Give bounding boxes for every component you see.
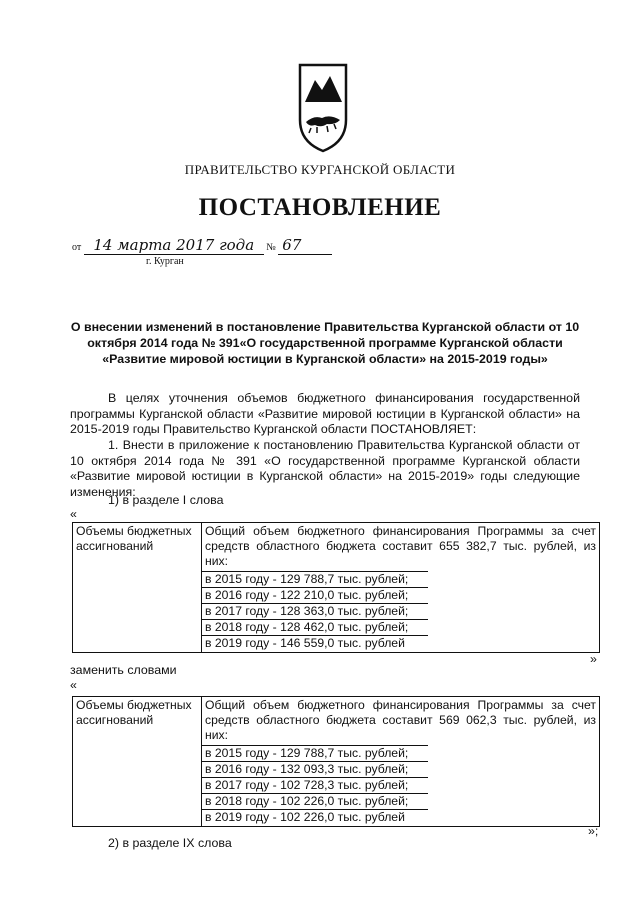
budget-year-row: в 2019 году - 146 559,0 тыс. рублей [202,635,428,651]
city: г. Курган [146,256,184,267]
subitem-2: 2) в разделе IX слова [108,836,232,850]
budget-value-cell [202,697,600,827]
quote-close-semicolon: »; [588,824,599,838]
budget-table-old [72,522,600,653]
number-field: 67 [278,236,332,255]
quote-open: « [70,507,77,521]
budget-value-cell [202,523,600,653]
budget-description: Общий объем бюджетного финансирования Программы за счет средств областного бюджета составит 655 382,7 тыс. рублей, из них: [205,524,596,569]
replace-with-text: заменить словами [70,663,177,677]
quote-open: « [70,678,77,692]
budget-year-row: в 2017 году - 128 363,0 тыс. рублей; [202,603,428,619]
number-prefix: № [266,242,276,253]
budget-label: Объемы бюджетных ассигнований [73,523,202,653]
date-prefix: от [72,242,82,253]
subitem-1: 1) в разделе I слова [108,493,224,507]
budget-year-row: в 2016 году - 122 210,0 тыс. рублей; [202,587,428,603]
budget-year-row: в 2017 году - 102 728,3 тыс. рублей; [202,777,428,793]
document-type-title: ПОСТАНОВЛЕНИЕ [198,194,442,221]
budget-year-row: в 2019 году - 102 226,0 тыс. рублей [202,809,428,825]
coat-of-arms-emblem [297,62,349,154]
date-field: 14 марта 2017 года [84,236,264,255]
item-1-paragraph: 1. Внести в приложение к постановлению Правительства Курганской области от 10 октября 2014 года № 391 «О государственной программе Курганской области «Развитие мировой юстиции в Курганской области» на 2015-2019» годы следующие изменения: [70,438,580,499]
government-name: ПРАВИТЕЛЬСТВО КУРГАНСКОЙ ОБЛАСТИ [184,162,456,177]
budget-label: Объемы бюджетных ассигнований [73,697,202,827]
intro-paragraph: В целях уточнения объемов бюджетного финансирования государственной программы Курганской области «Развитие мировой юстиции в Курганской области» на 2015-2019 годы Правительство Курганской области ПОСТАНОВЛЯЕТ: [70,391,580,437]
budget-year-row: в 2015 году - 129 788,7 тыс. рублей; [202,745,428,761]
budget-description: Общий объем бюджетного финансирования Программы за счет средств областного бюджета составит 569 062,3 тыс. рублей, из них: [205,698,596,743]
budget-year-row: в 2018 году - 102 226,0 тыс. рублей; [202,793,428,809]
budget-table-new [72,696,600,827]
quote-close: » [590,652,597,666]
document-subject: О внесении изменений в постановление Правительства Курганской области от 10 октября 2014 года № 391«О государственной программе Курганской области «Развитие мировой юстиции в Курганской области» на 2015-2019 годы» [70,320,580,366]
budget-year-row: в 2018 году - 128 462,0 тыс. рублей; [202,619,428,635]
budget-year-row: в 2015 году - 129 788,7 тыс. рублей; [202,571,428,587]
date-line [72,236,332,255]
budget-year-row: в 2016 году - 132 093,3 тыс. рублей; [202,761,428,777]
